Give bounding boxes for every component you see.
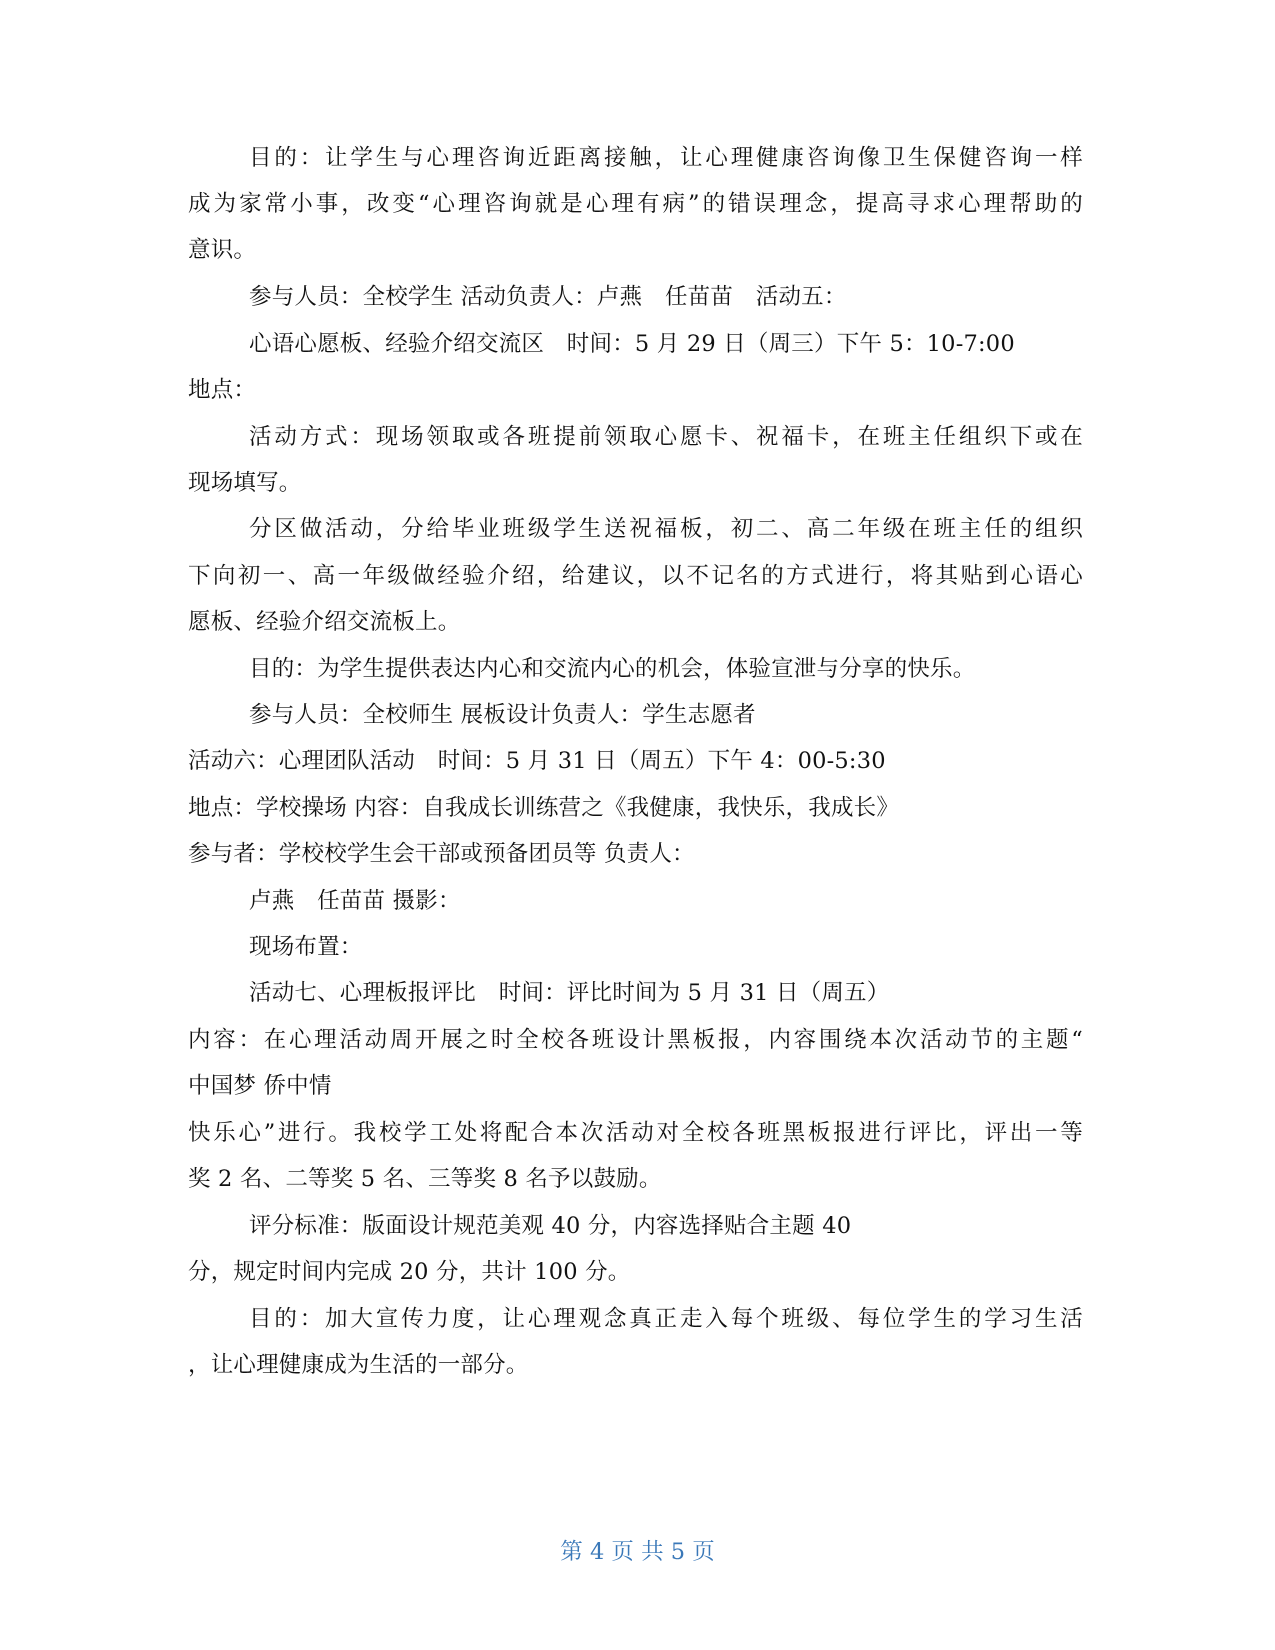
paragraph-line: 卢燕 任苗苗 摄影： bbox=[249, 888, 461, 914]
paragraph-line: 分区做活动，分给毕业班级学生送祝福板，初二、高二年级在班主任的组织 bbox=[249, 516, 1083, 542]
paragraph-line: 地点：学校操场 内容：自我成长训练营之《我健康，我快乐，我成长》 bbox=[188, 795, 900, 821]
paragraph-line: 参与人员：全校学生 活动负责人：卢燕 任苗苗 活动五： bbox=[249, 284, 847, 310]
paragraph-line: 内容：在心理活动周开展之时全校各班设计黑板报，内容围绕本次活动节的主题“ bbox=[188, 1027, 1083, 1053]
paragraph-line: 中国梦 侨中情 bbox=[188, 1073, 332, 1099]
paragraph-line: 下向初一、高一年级做经验介绍，给建议，以不记名的方式进行，将其贴到心语心 bbox=[188, 563, 1083, 589]
paragraph-line: 意识。 bbox=[188, 237, 257, 263]
paragraph-line: 愿板、经验介绍交流板上。 bbox=[188, 609, 461, 635]
paragraph-line: 地点： bbox=[188, 377, 257, 403]
paragraph-line: 现场填写。 bbox=[188, 470, 302, 496]
page-number-footer: 第 4 页 共 5 页 bbox=[560, 1539, 715, 1565]
paragraph-line: 快乐心”进行。我校学工处将配合本次活动对全校各班黑板报进行评比，评出一等 bbox=[188, 1120, 1083, 1146]
paragraph-line: 目的：为学生提供表达内心和交流内心的机会，体验宣泄与分享的快乐。 bbox=[249, 656, 976, 682]
paragraph-line: 分，规定时间内完成 20 分，共计 100 分。 bbox=[188, 1259, 631, 1285]
paragraph-line: 参与人员：全校师生 展板设计负责人：学生志愿者 bbox=[249, 702, 756, 728]
paragraph-line: 目的：让学生与心理咨询近距离接触，让心理健康咨询像卫生保健咨询一样 bbox=[249, 145, 1083, 171]
paragraph-line: 心语心愿板、经验介绍交流区 时间：5 月 29 日（周三）下午 5：10-7:00 bbox=[249, 331, 1015, 357]
paragraph-line: 参与者：学校校学生会干部或预备团员等 负责人： bbox=[188, 841, 695, 867]
paragraph-line: 成为家常小事，改变“心理咨询就是心理有病”的错误理念，提高寻求心理帮助的 bbox=[188, 191, 1083, 217]
paragraph-line: 评分标准：版面设计规范美观 40 分，内容选择贴合主题 40 bbox=[249, 1213, 852, 1239]
paragraph-line: 目的：加大宣传力度，让心理观念真正走入每个班级、每位学生的学习生活 bbox=[249, 1306, 1083, 1332]
paragraph-line: 活动七、心理板报评比 时间：评比时间为 5 月 31 日（周五） bbox=[249, 980, 890, 1006]
paragraph-line: 活动方式：现场领取或各班提前领取心愿卡、祝福卡，在班主任组织下或在 bbox=[249, 424, 1083, 450]
paragraph-line: ，让心理健康成为生活的一部分。 bbox=[188, 1352, 529, 1378]
paragraph-line: 活动六：心理团队活动 时间：5 月 31 日（周五）下午 4：00-5:30 bbox=[188, 748, 886, 774]
paragraph-line: 现场布置： bbox=[249, 934, 363, 960]
paragraph-line: 奖 2 名、二等奖 5 名、三等奖 8 名予以鼓励。 bbox=[188, 1166, 662, 1192]
